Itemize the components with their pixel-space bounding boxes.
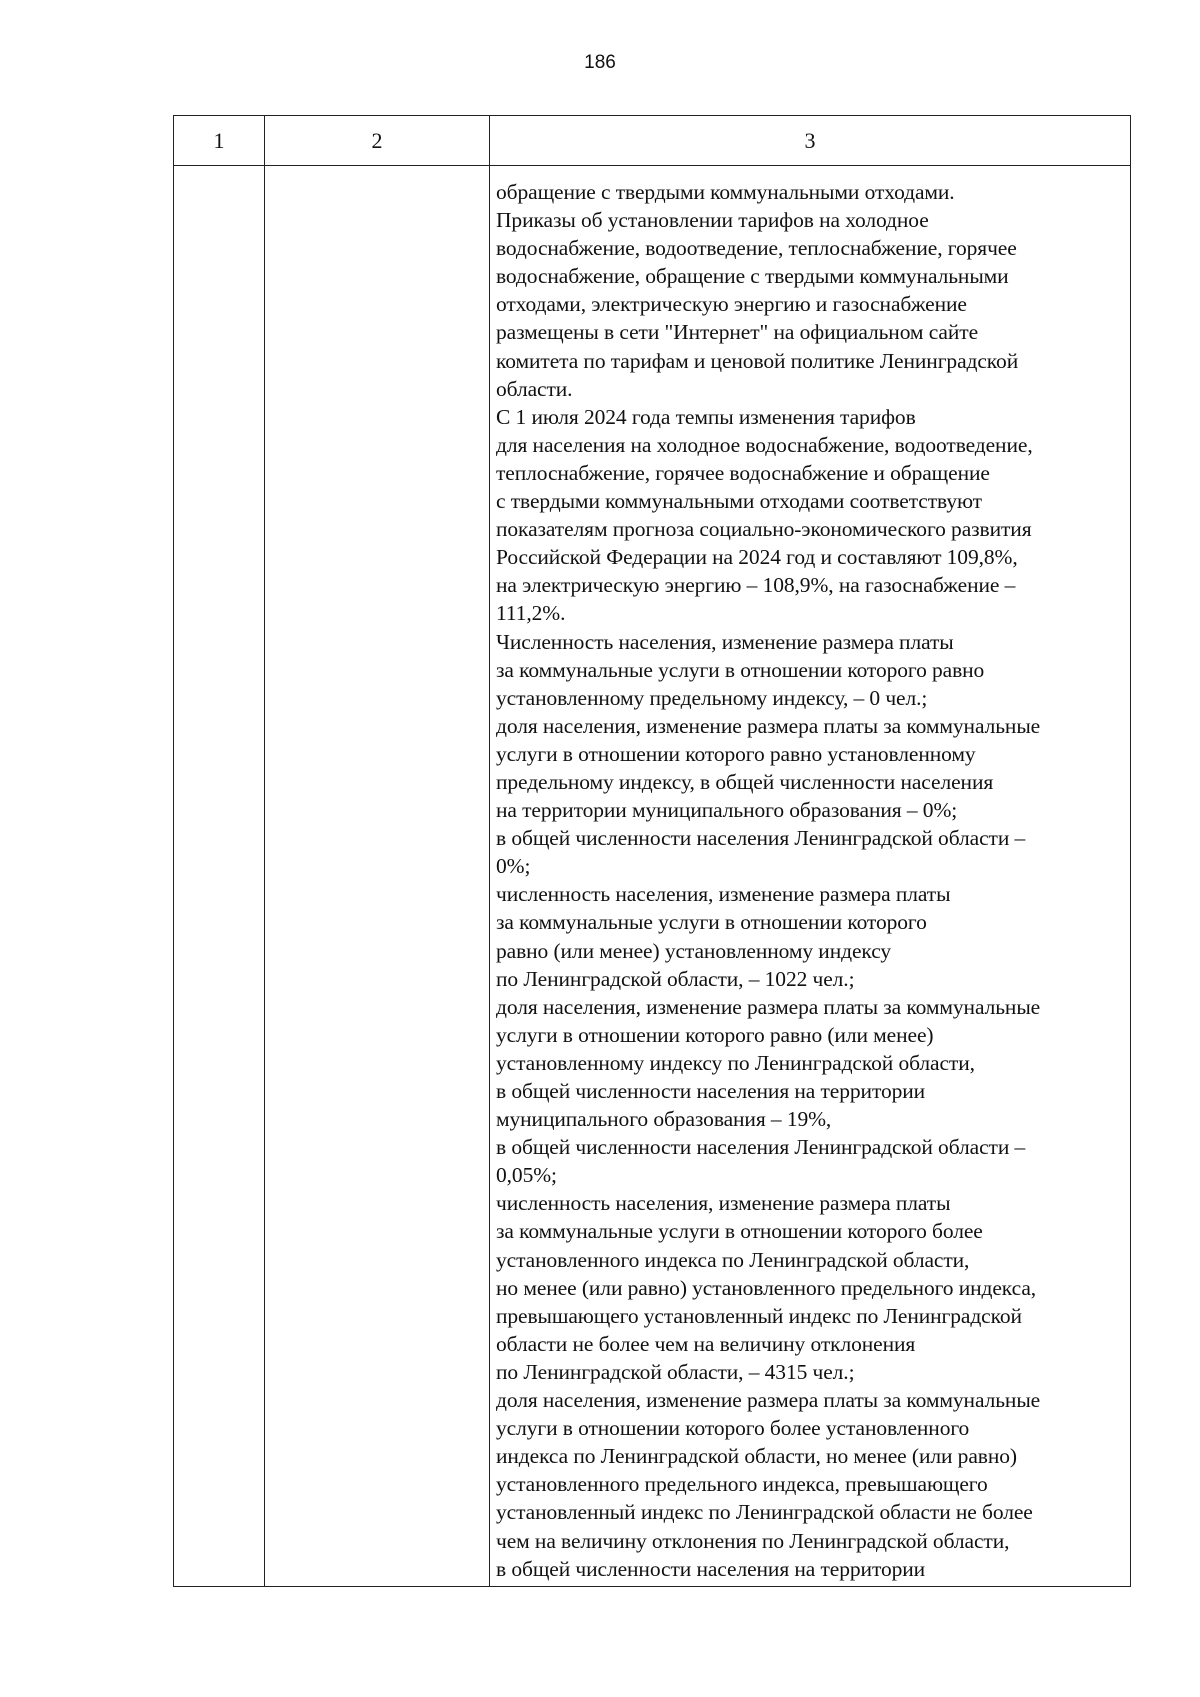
text-line: области не более чем на величину отклонения bbox=[496, 1331, 916, 1356]
text-line: 111,2%. bbox=[496, 601, 566, 626]
table-row bbox=[174, 166, 1131, 1587]
text-line: чем на величину отклонения по Ленинградской области, bbox=[496, 1528, 1010, 1553]
page-number: 186 bbox=[584, 52, 616, 73]
column-1-cell bbox=[174, 166, 265, 1587]
table-header-row bbox=[174, 116, 1131, 166]
text-line: численность населения, изменение размера платы bbox=[496, 1191, 951, 1216]
text-line: теплоснабжение, горячее водоснабжение и обращение bbox=[496, 460, 990, 485]
text-line: предельному индексу, в общей численности населения bbox=[496, 769, 994, 794]
text-line: в общей численности населения Ленинградской области – bbox=[496, 826, 1026, 851]
text-line: равно (или менее) установленному индексу bbox=[496, 938, 892, 963]
text-line: услуги в отношении которого равно (или менее) bbox=[496, 1022, 934, 1047]
column-header-2: 2 bbox=[265, 116, 490, 166]
text-line: для населения на холодное водоснабжение, водоотведение, bbox=[496, 432, 1033, 457]
text-line: водоснабжение, обращение с твердыми коммунальными bbox=[496, 264, 1009, 289]
text-line: на территории муниципального образования – 0%; bbox=[496, 798, 958, 823]
text-line: в общей численности населения на территории bbox=[496, 1079, 926, 1103]
text-line: комитета по тарифам и ценовой политике Ленинградской bbox=[496, 348, 1019, 373]
text-line: услуги в отношении которого более установленного bbox=[496, 1416, 970, 1441]
text-line: установленный индекс по Ленинградской области не более bbox=[496, 1500, 1033, 1525]
text-line: водоснабжение, водоотведение, теплоснабжение, горячее bbox=[496, 236, 1017, 261]
text-line: в общей численности населения Ленинградской области – bbox=[496, 1135, 1026, 1160]
text-line: установленному индексу по Ленинградской области, bbox=[496, 1050, 975, 1075]
text-line: установленного индекса по Ленинградской области, bbox=[496, 1247, 970, 1272]
text-line: но менее (или равно) установленного предельного индекса, bbox=[496, 1275, 1037, 1300]
document-table bbox=[173, 115, 1131, 1587]
text-line: отходами, электрическую энергию и газоснабжение bbox=[496, 292, 967, 317]
text-line: индекса по Ленинградской области, но менее (или равно) bbox=[496, 1444, 1017, 1469]
column-2-cell bbox=[265, 166, 490, 1587]
text-line: доля населения, изменение размера платы за коммунальные bbox=[496, 1388, 1041, 1413]
text-line: 0,05%; bbox=[496, 1163, 557, 1188]
text-line: услуги в отношении которого равно установленному bbox=[496, 741, 976, 766]
text-line: численность населения, изменение размера платы bbox=[496, 882, 951, 907]
text-line: Российской Федерации на 2024 год и составляют 109,8%, bbox=[496, 545, 1018, 570]
text-line: области. bbox=[496, 376, 573, 401]
text-line: с твердыми коммунальными отходами соответствуют bbox=[496, 489, 982, 514]
column-header-3: 3 bbox=[490, 116, 1131, 166]
text-line: превышающего установленный индекс по Ленинградской bbox=[496, 1303, 1022, 1328]
text-line: обращение с твердыми коммунальными отходами. bbox=[496, 180, 955, 204]
text-line: за коммунальные услуги в отношении которого bbox=[496, 910, 927, 935]
text-line: С 1 июля 2024 года темпы изменения тарифов bbox=[496, 404, 916, 429]
text-line: муниципального образования – 19%, bbox=[496, 1107, 832, 1132]
text-line: на электрическую энергию – 108,9%, на газоснабжение – bbox=[496, 573, 1016, 598]
text-line: за коммунальные услуги в отношении которого более bbox=[496, 1219, 983, 1244]
text-line: Приказы об установлении тарифов на холодное bbox=[496, 208, 929, 233]
text-line: в общей численности населения на территории bbox=[496, 1556, 926, 1581]
text-line: 0%; bbox=[496, 854, 531, 879]
column-3-text bbox=[496, 166, 1130, 1583]
column-3-cell bbox=[490, 166, 1131, 1587]
text-line: доля населения, изменение размера платы за коммунальные bbox=[496, 713, 1041, 738]
text-line: за коммунальные услуги в отношении которого равно bbox=[496, 657, 985, 682]
text-line: по Ленинградской области, – 1022 чел.; bbox=[496, 966, 855, 991]
text-line: Численность населения, изменение размера платы bbox=[496, 629, 954, 654]
text-line: установленному предельному индексу, – 0 чел.; bbox=[496, 685, 928, 710]
text-line: показателям прогноза социально-экономического развития bbox=[496, 517, 1032, 542]
text-line: установленного предельного индекса, превышающего bbox=[496, 1472, 988, 1497]
text-line: по Ленинградской области, – 4315 чел.; bbox=[496, 1359, 855, 1384]
column-header-1: 1 bbox=[174, 116, 265, 166]
text-line: размещены в сети "Интернет" на официальном сайте bbox=[496, 320, 979, 345]
text-line: доля населения, изменение размера платы за коммунальные bbox=[496, 994, 1041, 1019]
